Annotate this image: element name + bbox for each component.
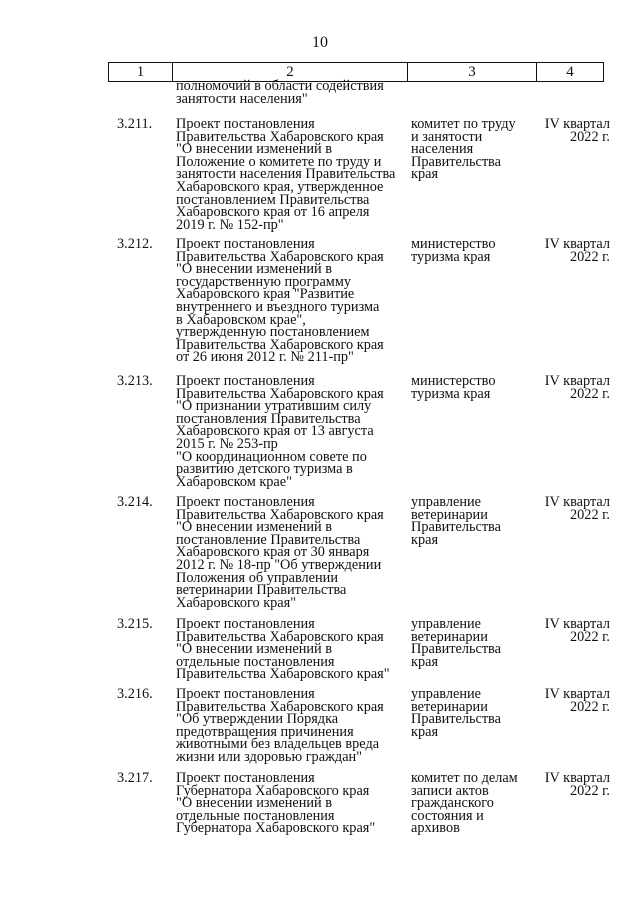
row-number: 3.211. — [117, 116, 153, 132]
header-col-1: 1 — [136, 64, 145, 80]
row-executor: управление ветеринарии Правительства края — [411, 494, 501, 548]
row-term: IV квартал 2022 г. — [544, 373, 610, 402]
page-number: 10 — [312, 34, 328, 51]
header-col-4: 4 — [536, 63, 603, 81]
row-title: Проект постановления Губернатора Хабаровского края "О внесении изменений в отдельные постановления Губернатора Хабаровского края" — [176, 770, 376, 837]
row-term: IV квартал 2022 г. — [544, 236, 610, 265]
row-number: 3.212. — [117, 236, 153, 252]
header-col-3: 3 — [407, 63, 536, 81]
row-number: 3.215. — [117, 616, 153, 632]
row-term: IV квартал 2022 г. — [544, 116, 610, 145]
row-term: IV квартал 2022 г. — [544, 686, 610, 715]
row-executor: комитет по труду и занятости населения Правительства края — [411, 116, 516, 183]
row-executor: комитет по делам записи актов гражданского состояния и архивов — [411, 770, 518, 837]
row-title: Проект постановления Правительства Хабаровского края "О внесении изменений в отдельные постановления Правительства Хабаровского края" — [176, 616, 390, 683]
row-title: Проект постановления Правительства Хабаровского края "О внесении изменений в Положение о комитете по труду и занятости населения Правительства Хабаровского края, утвержденное постановлением Правительства Хабаровского края от 16 апреля 2019 г. № 152-пр" — [176, 116, 396, 233]
row-number: 3.214. — [117, 494, 153, 510]
row-term: IV квартал 2022 г. — [544, 494, 610, 523]
header-col-2: 2 — [172, 63, 407, 81]
row-number: 3.216. — [117, 686, 153, 702]
row-executor: управление ветеринарии Правительства края — [411, 686, 501, 740]
row-title: Проект постановления Правительства Хабаровского края "О внесении изменений в постановление Правительства Хабаровского края от 30 января 2012 г. № 18-пр "Об утверждении Положения об управлении ветеринарии Правительства Хабаровского края" — [176, 494, 384, 611]
row-title: Проект постановления Правительства Хабаровского края "О внесении изменений в государственную программу Хабаровского края "Развитие внутреннего и въездного туризма в Хабаровском крае", утвержденную постановлением Правительства Хабаровского края от 26 июня 2012 г. № 211-пр" — [176, 236, 384, 366]
row-executor: управление ветеринарии Правительства края — [411, 616, 501, 670]
row-term: IV квартал 2022 г. — [544, 770, 610, 799]
row-term: IV квартал 2022 г. — [544, 616, 610, 645]
row-title: Проект постановления Правительства Хабаровского края "Об утверждении Порядка предотвращения причинения животными без владельцев вреда жизни или здоровью граждан" — [176, 686, 384, 765]
row-title: Проект постановления Правительства Хабаровского края "О признании утратившим силу постановления Правительства Хабаровского края от 13 августа 2015 г. № 253-пр "О координационном совете по развитию детского туризма в Хабаровском крае" — [176, 373, 384, 490]
continuation-text: полномочий в области содействия занятости населения" — [176, 78, 384, 107]
row-number: 3.213. — [117, 373, 153, 389]
row-executor: министерство туризма края — [411, 373, 496, 402]
row-number: 3.217. — [117, 770, 153, 786]
row-executor: министерство туризма края — [411, 236, 496, 265]
